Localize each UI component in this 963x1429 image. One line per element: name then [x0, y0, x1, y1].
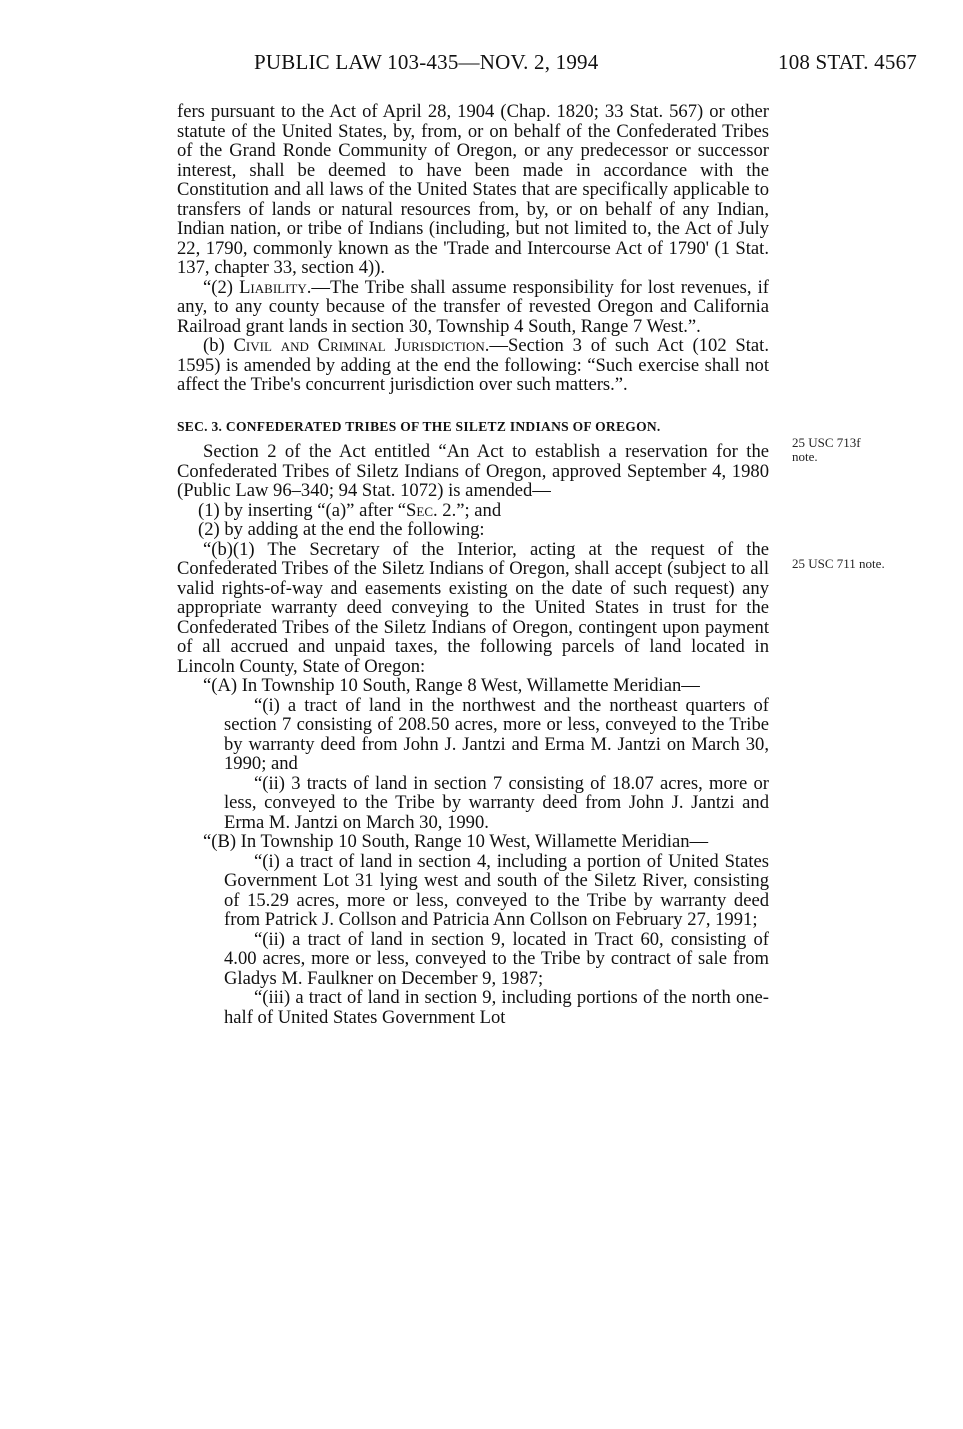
paragraph-amendment-1: [177, 501, 769, 521]
paragraph-continuation: fers pursuant to the Act of April 28, 1904 (Chap. 1820; 33 Stat. 567) or other statute of the United States, by, from, or on behalf of the Confederated Tribes of the Grand Ronde Community of Oregon, or any predecessor or successor interest, shall be deemed to have been made in accordance with the Constitution and all laws of the United States that are specifically applicable to transfers of lands or natural resources from, by, or on behalf of any Indian, Indian nation, or tribe of Indians (including, but not limited to, the Act of July 22, 1790, commonly known as the 'Trade and Intercourse Act of 1790' (1 Stat. 137, chapter 33, section 4)).: [177, 101, 769, 278]
paragraph-number: (b): [203, 335, 234, 356]
running-header: [0, 50, 963, 84]
paragraph-jurisdiction: [177, 336, 769, 395]
margin-note-line: note.: [792, 449, 818, 464]
paragraph-heading: Liability: [239, 276, 307, 298]
paragraph-B: “(B) In Township 10 South, Range 10 West, Willamette Meridian—: [203, 831, 709, 852]
paragraph-heading: Civil and Criminal Jurisdiction: [233, 335, 485, 356]
paragraph-liability: [177, 278, 769, 337]
amendment-text: (1) by inserting “(a)” after “: [198, 499, 407, 521]
paragraph-amendment-2: (2) by adding at the end the following:: [198, 519, 485, 540]
section-heading: SEC. 3. CONFEDERATED TRIBES OF THE SILETZ INDIANS OF OREGON.: [177, 418, 661, 434]
header-title: PUBLIC LAW 103-435—NOV. 2, 1994: [254, 50, 599, 74]
text-column: [177, 102, 769, 1027]
paragraph-B-ii: “(ii) a tract of land in section 9, located in Tract 60, consisting of 4.00 acres, more or less, conveyed to the Tribe by contract of sale from Gladys M. Faulkner on December 9, 1987;: [224, 928, 769, 989]
amendment-sec: Sec: [406, 499, 433, 521]
amendment-text-end: . 2.”; and: [433, 499, 502, 521]
paragraph-text: .—The Tribe shall assume responsibility for lost revenues, if any, to any county because of the transfer of revested Oregon and California Railroad grant lands in section 30, Township 4 South, Range 7 West.”.: [177, 276, 769, 337]
paragraph-section-intro: Section 2 of the Act entitled “An Act to establish a reservation for the Confederated Tribes of Siletz Indians of Oregon, approved September 4, 1980 (Public Law 96–340; 94 Stat. 1072) is amended—: [177, 441, 769, 501]
paragraph-A-ii: “(ii) 3 tracts of land in section 7 consisting of 18.07 acres, more or less, conveyed to the Tribe by warranty deed from John J. Jantzi and Erma M. Jantzi on March 30, 1990.: [224, 772, 769, 833]
paragraph-A-i: “(i) a tract of land in the northwest and the northeast quarters of section 7 consisting of 208.50 acres, more or less, conveyed to the Tribe by warranty deed from John J. Jantzi and Erma M. Jantzi on March 30, 1990; and: [224, 694, 769, 774]
paragraph-number: “(2): [203, 276, 240, 298]
margin-note-711: 25 USC 711 note.: [792, 556, 885, 571]
paragraph-A: “(A) In Township 10 South, Range 8 West, Willamette Meridian—: [203, 675, 700, 696]
paragraph-B-iii: “(iii) a tract of land in section 9, including portions of the north one-half of United States Government Lot: [224, 987, 769, 1028]
paragraph-b1: “(b)(1) The Secretary of the Interior, acting at the request of the Confederated Tribes of the Siletz Indians of Oregon, shall accept (subject to all valid rights-of-way and easements existing on the date of such request) any appropriate warranty deed conveying to the United States in trust for the Confederated Tribes of the Siletz Indians of Oregon, contingent upon payment of all accrued and unpaid taxes, the following parcels of land located in Lincoln County, State of Oregon:: [177, 538, 769, 677]
margin-note-713f: [792, 436, 861, 464]
paragraph-B-i: “(i) a tract of land in section 4, including a portion of United States Government Lot 31 lying west and south of the Siletz River, consisting of 15.29 acres, more or less, conveyed to the Tribe by warranty deed from Patrick J. Collson and Patricia Ann Collson on February 27, 1991;: [224, 850, 769, 930]
margin-note-line: 25 USC 713f: [792, 435, 861, 450]
page-folio: 108 STAT. 4567: [778, 50, 917, 74]
paragraph-text: .—Section 3 of such Act (102 Stat. 1595) is amended by adding at the end the following: “Such exercise shall not affect the Tribe's concurrent jurisdiction over such matters.”.: [177, 335, 769, 395]
